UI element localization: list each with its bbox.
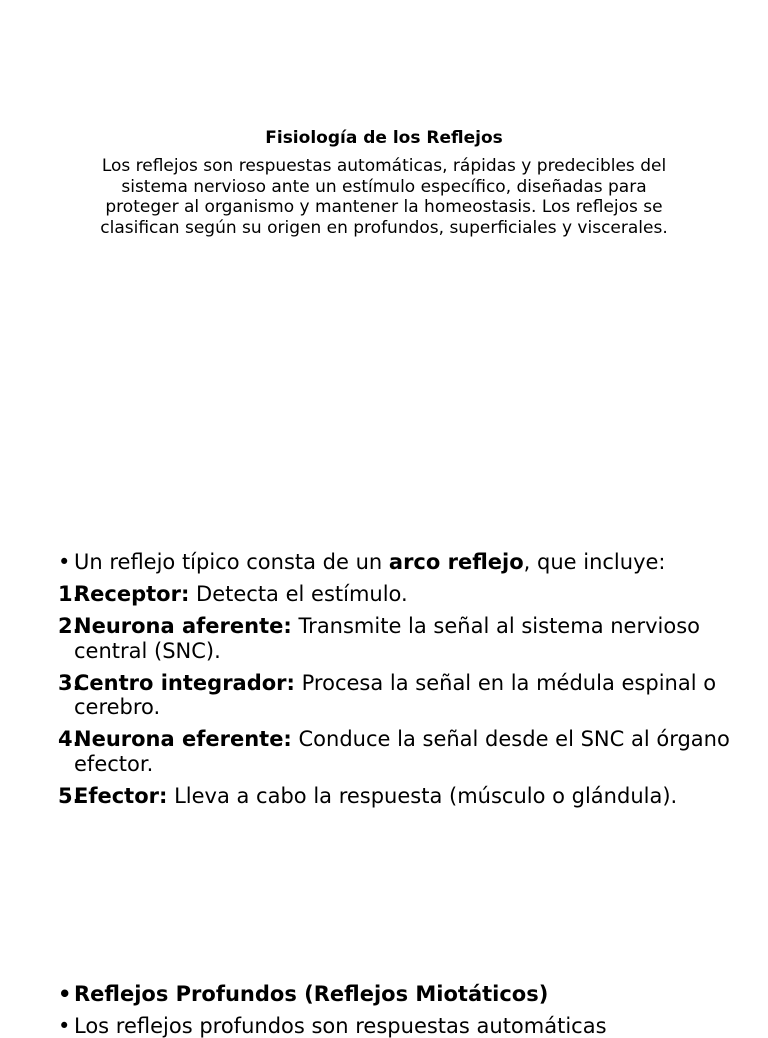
list-number: 5. (58, 784, 81, 809)
list-item-integrator (58, 671, 738, 720)
deep-reflexes-partial-text: Los reflejos profundos son respuestas automáticas (74, 1014, 607, 1038)
list-item-efferent (58, 727, 738, 776)
list-item-label: Neurona eferente: (74, 727, 292, 751)
list-item-label: Neurona aferente: (74, 614, 292, 638)
list-item-text: Lleva a cabo la respuesta (músculo o glándula). (167, 784, 677, 808)
list-number: 3. (58, 671, 81, 696)
list-item-label: Efector: (74, 784, 167, 808)
list-item-receptor (58, 582, 738, 607)
deep-reflexes-heading: Reflejos Profundos (Reflejos Miotáticos) (74, 982, 548, 1006)
list-item-label: Centro integrador: (74, 671, 295, 695)
list-item-text: Procesa la señal en la médula espinal o cerebro. (74, 671, 716, 720)
arc-lead-bold: arco reflejo (389, 550, 524, 574)
arc-lead-text: Un reflejo típico consta de un (74, 550, 389, 574)
list-item-text: Transmite la señal al sistema nervioso central (SNC). (74, 614, 700, 663)
deep-reflexes-section (58, 982, 738, 1038)
list-item-text: Detecta el estímulo. (189, 582, 407, 606)
reflex-arc-section (58, 550, 738, 808)
bullet-icon: • (58, 550, 70, 575)
list-item-afferent (58, 614, 738, 663)
bullet-icon: • (58, 1014, 70, 1038)
deep-reflexes-heading-line (58, 982, 738, 1007)
list-number: 2. (58, 614, 81, 639)
list-number: 1. (58, 582, 81, 607)
list-number: 4. (58, 727, 81, 752)
intro-paragraph: Los reflejos son respuestas automáticas, rápidas y predecibles del sistema nervioso ante un estímulo específico, diseñadas para proteger al organismo y mantener la homeostasis. Los reflejos se clasifican según su origen en profundos, superficiales y viscerales. (100, 156, 668, 239)
deep-reflexes-partial-line (58, 1014, 738, 1038)
arc-lead-line (58, 550, 738, 575)
list-item-text: Conduce la señal desde el SNC al órgano efector. (74, 727, 730, 776)
arc-lead-tail: , que incluye: (524, 550, 666, 574)
list-item-effector (58, 784, 738, 809)
bullet-icon: • (58, 982, 71, 1007)
page-title: Fisiología de los Reflejos (0, 127, 768, 149)
list-item-label: Receptor: (74, 582, 189, 606)
